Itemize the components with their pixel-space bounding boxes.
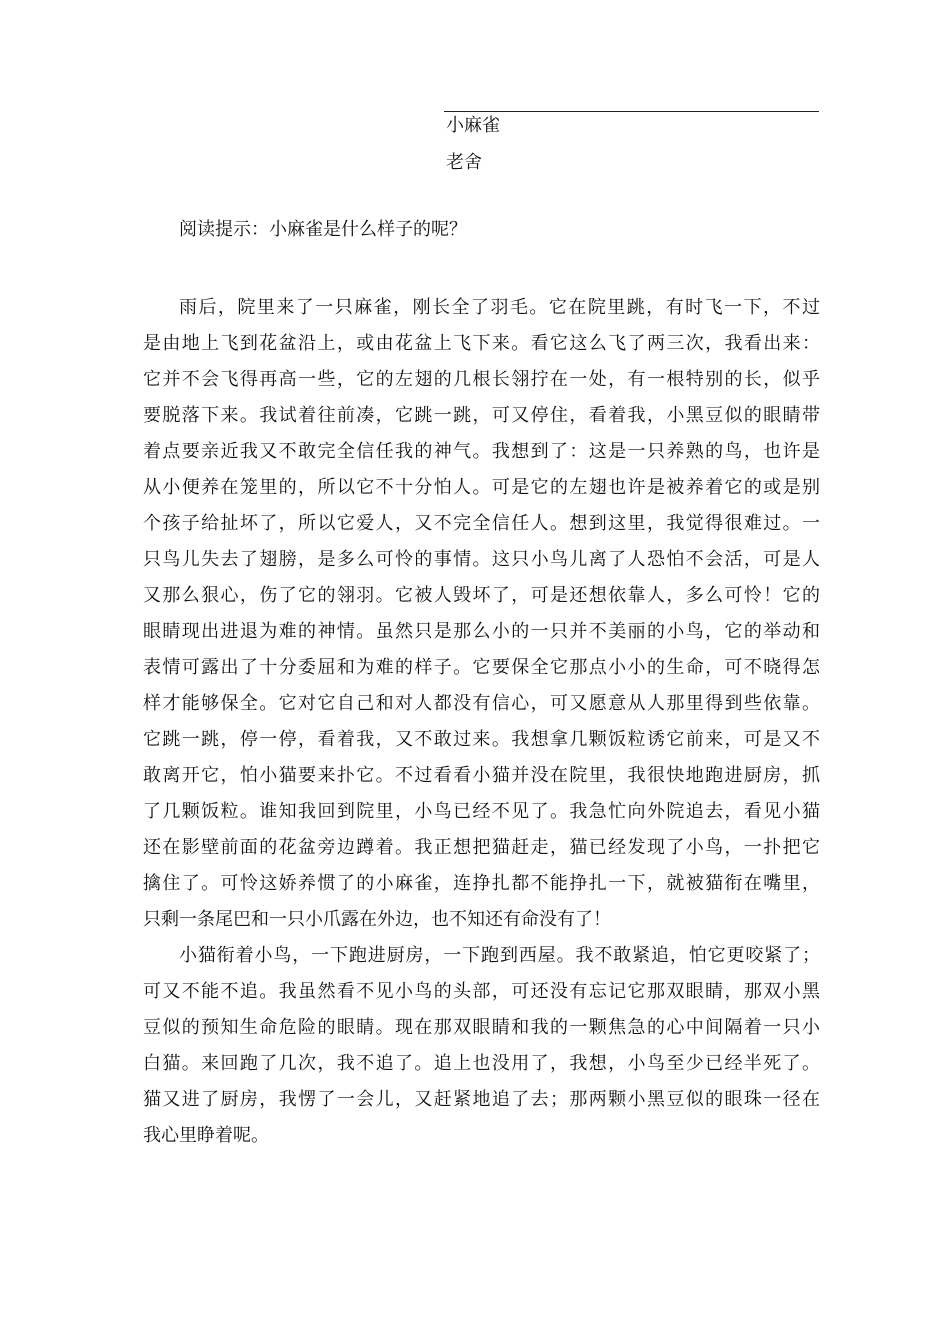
paragraph-line: 我心里睁着呢。 [143,1125,269,1146]
paragraph [143,290,820,938]
paragraph-line: 白猫。来回跑了几次，我不追了。追上也没用了，我想，小鸟至少已经半死了。 [143,1053,820,1074]
paragraph-line: 猫又进了厨房，我愣了一会儿，又赶紧地追了去；那两颗小黑豆似的眼珠一径在 [143,1089,820,1110]
paragraph-line: 着点要亲近我又不敢完全信任我的神气。我想到了：这是一只养熟的鸟，也许是 [143,441,820,462]
paragraph-line: 雨后，院里来了一只麻雀，刚长全了羽毛。它在院里跳，有时飞一下，不过 [179,297,820,318]
article-author: 老舍 [446,152,482,173]
article-body [143,290,820,1154]
paragraph-line: 还在影壁前面的花盆旁边蹲着。我正想把猫赶走，猫已经发现了小鸟，一扑把它 [143,837,820,858]
header-rule [444,111,819,112]
paragraph-line: 敢离开它，怕小猫要来扑它。不过看看小猫并没在院里，我很快地跑进厨房，抓 [143,765,820,786]
paragraph-line: 是由地上飞到花盆沿上，或由花盆上飞下来。看它这么飞了两三次，我看出来： [143,333,820,354]
paragraph-line: 它跳一跳，停一停，看着我，又不敢过来。我想拿几颗饭粒诱它前来，可是又不 [143,729,820,750]
paragraph-line: 只剩一条尾巴和一只小爪露在外边，也不知还有命没有了！ [143,909,611,930]
paragraph-line: 了几颗饭粒。谁知我回到院里，小鸟已经不见了。我急忙向外院追去，看见小猫 [143,801,820,822]
paragraph [143,938,820,1154]
paragraph-line: 可又不能不追。我虽然看不见小鸟的头部，可还没有忘记它那双眼睛，那双小黑 [143,981,820,1002]
paragraph-line: 表情可露出了十分委屈和为难的样子。它要保全它那点小小的生命，可不晓得怎 [143,657,820,678]
paragraph-line: 它并不会飞得再高一些，它的左翅的几根长翎拧在一处，有一根特别的长，似乎 [143,369,820,390]
paragraph-line: 样才能够保全。它对它自己和对人都没有信心，可又愿意从人那里得到些依靠。 [143,693,820,714]
paragraph-line: 又那么狠心，伤了它的翎羽。它被人毁坏了，可是还想依靠人，多么可怜！它的 [143,585,820,606]
paragraph-line: 要脱落下来。我试着往前凑，它跳一跳，可又停住，看着我，小黑豆似的眼睛带 [143,405,820,426]
reading-hint: 阅读提示：小麻雀是什么样子的呢？ [179,219,467,240]
article-title: 小麻雀 [446,115,500,136]
paragraph-line: 豆似的预知生命危险的眼睛。现在那双眼睛和我的一颗焦急的心中间隔着一只小 [143,1017,820,1038]
paragraph-line: 从小便养在笼里的，所以它不十分怕人。可是它的左翅也许是被养着它的或是别 [143,477,820,498]
paragraph-line: 只鸟儿失去了翅膀，是多么可怜的事情。这只小鸟儿离了人恐怕不会活，可是人 [143,549,820,570]
paragraph-line: 小猫衔着小鸟，一下跑进厨房，一下跑到西屋。我不敢紧追，怕它更咬紧了； [179,945,820,966]
paragraph-line: 眼睛现出进退为难的神情。虽然只是那么小的一只并不美丽的小鸟，它的举动和 [143,621,820,642]
paragraph-line: 个孩子给扯坏了，所以它爱人，又不完全信任人。想到这里，我觉得很难过。一 [143,513,820,534]
paragraph-line: 擒住了。可怜这娇养惯了的小麻雀，连挣扎都不能挣扎一下，就被猫衔在嘴里， [143,873,820,894]
